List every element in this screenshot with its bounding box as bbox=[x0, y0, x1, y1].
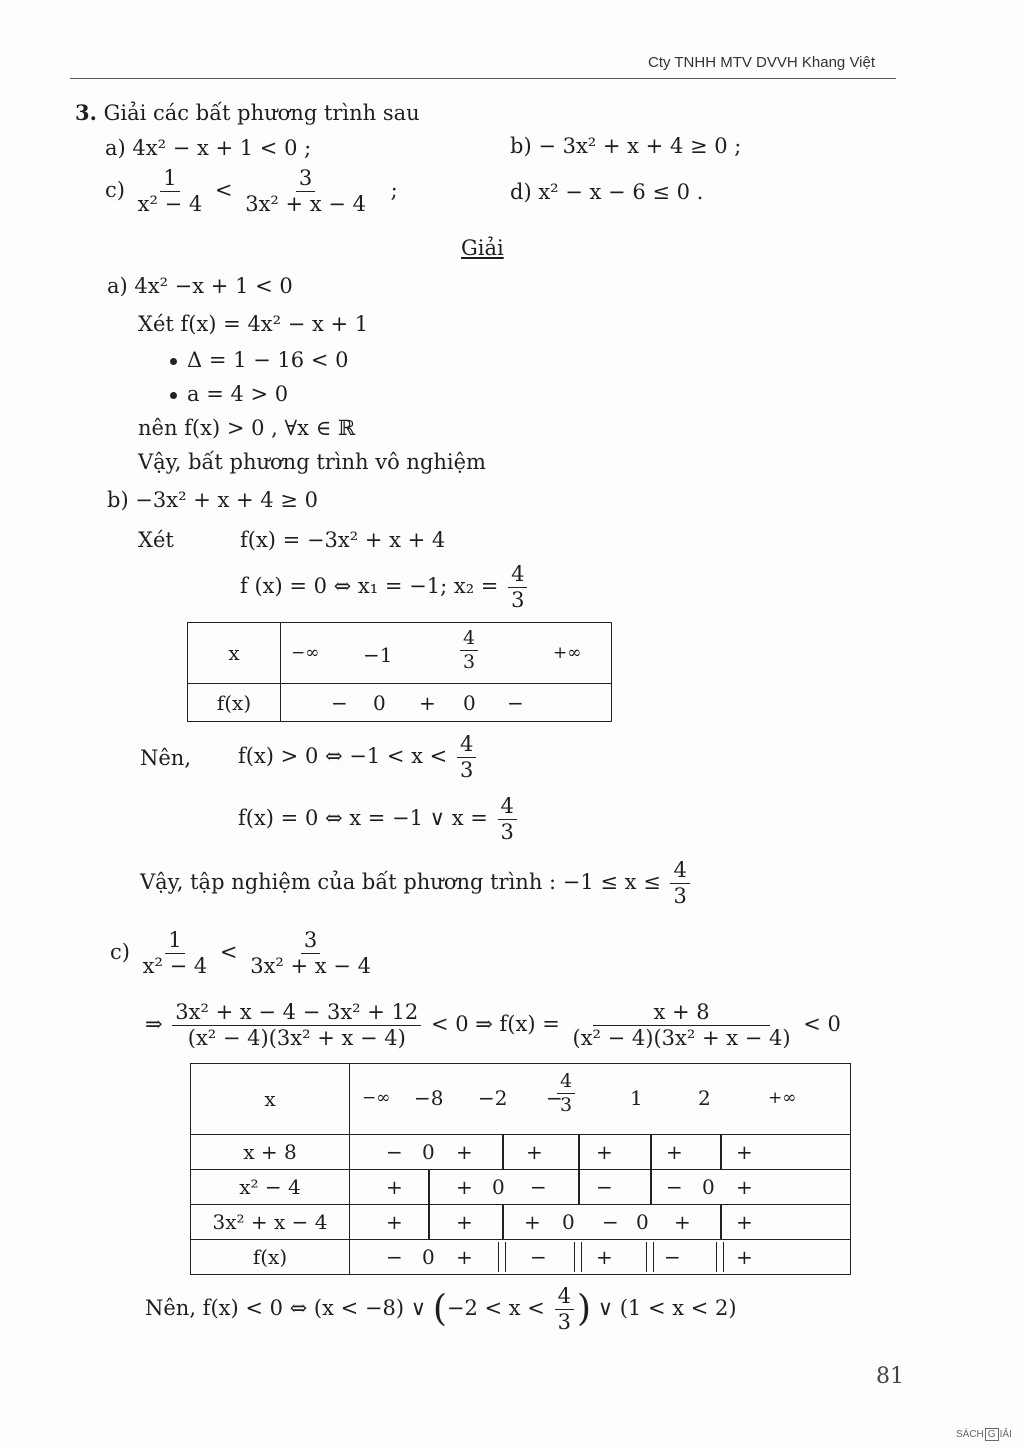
header-rule bbox=[70, 78, 896, 79]
table-b-x-values bbox=[281, 623, 612, 684]
sign: + bbox=[456, 1245, 473, 1269]
bullet-text: a = 4 > 0 bbox=[187, 382, 289, 406]
sign: + bbox=[456, 1175, 473, 1199]
table-c-r3-values bbox=[350, 1205, 851, 1240]
sol-b-res1 bbox=[238, 732, 479, 783]
frac-num: 1 bbox=[165, 928, 184, 954]
sign: + bbox=[526, 1140, 543, 1164]
sign: + bbox=[524, 1210, 541, 1234]
zero: 0 bbox=[422, 1140, 435, 1164]
x-m2: −2 bbox=[478, 1086, 508, 1110]
exercise-d-expr: x² − x − 6 ≤ 0 . bbox=[538, 180, 704, 204]
bullet-text: Δ = 1 − 16 < 0 bbox=[187, 348, 349, 372]
bullet-icon bbox=[170, 392, 177, 399]
sol-b-roots bbox=[240, 562, 530, 613]
undefined-marker bbox=[574, 1242, 582, 1272]
footer-logo bbox=[956, 1428, 1012, 1441]
zero: 0 bbox=[422, 1245, 435, 1269]
res1-text: f(x) > 0 ⇔ −1 < x < bbox=[238, 744, 448, 769]
frac-num: 4 bbox=[460, 627, 478, 651]
divider bbox=[650, 1170, 652, 1204]
sol-c-frac3 bbox=[172, 1000, 421, 1051]
sign: + bbox=[736, 1210, 753, 1234]
page-number: 81 bbox=[876, 1364, 904, 1389]
res1-frac bbox=[457, 732, 476, 783]
frac-den: 3x² + x − 4 bbox=[250, 954, 371, 979]
frac-num: 1 bbox=[160, 166, 179, 192]
exercise-b bbox=[510, 134, 741, 158]
sol-c-line2 bbox=[145, 1000, 841, 1051]
table-c-x-values bbox=[350, 1064, 851, 1135]
res2-frac bbox=[498, 794, 517, 845]
exercise-b-expr: − 3x² + x + 4 ≥ 0 ; bbox=[538, 134, 742, 158]
sol-a-line2: Xét f(x) = 4x² − x + 1 bbox=[138, 312, 369, 336]
divider bbox=[428, 1170, 430, 1204]
zero: 0 bbox=[492, 1175, 505, 1199]
sol-a-bullet2 bbox=[170, 382, 288, 406]
sign: + bbox=[736, 1245, 753, 1269]
table-b-x-label: x bbox=[188, 623, 281, 684]
sol-a-bullet1 bbox=[170, 348, 348, 372]
frac-num: 4 bbox=[457, 732, 476, 758]
sol-b-res2 bbox=[238, 794, 520, 845]
zero: 0 bbox=[373, 691, 386, 715]
implies: ⇒ bbox=[145, 1012, 163, 1037]
divider bbox=[720, 1205, 722, 1239]
frac-num: 4 bbox=[670, 858, 689, 884]
final-prefix: Nên, f(x) < 0 ⇔ (x < −8) ∨ bbox=[145, 1296, 427, 1321]
exercise-c-end: ; bbox=[390, 178, 398, 203]
exercise-c-frac2 bbox=[242, 166, 369, 217]
final-suffix: ∨ (1 < x < 2) bbox=[597, 1296, 737, 1321]
header-company: Cty TNHH MTV DVVH Khang Việt bbox=[648, 54, 876, 71]
sign: − bbox=[596, 1175, 613, 1199]
res2-text: f(x) = 0 ⇔ x = −1 ∨ x = bbox=[238, 806, 488, 831]
sign: + bbox=[386, 1210, 403, 1234]
sign: + bbox=[666, 1140, 683, 1164]
sign: − bbox=[530, 1175, 547, 1199]
x-minus-1: −1 bbox=[363, 643, 393, 667]
sol-c-end: < 0 bbox=[803, 1012, 841, 1037]
frac-num: 4 bbox=[498, 794, 517, 820]
sign: + bbox=[736, 1175, 753, 1199]
x-four-thirds bbox=[554, 1070, 578, 1117]
sign: − bbox=[507, 691, 524, 715]
solution-heading: Giải bbox=[461, 236, 504, 260]
logo-right: IẢI bbox=[999, 1429, 1012, 1440]
frac-den: 3 bbox=[673, 884, 687, 909]
divider bbox=[502, 1135, 504, 1169]
sol-c-line1 bbox=[110, 928, 377, 979]
table-c-r1-values bbox=[350, 1135, 851, 1170]
sol-a-line1: a) 4x² −x + 1 < 0 bbox=[107, 274, 293, 298]
frac-num: 4 bbox=[508, 562, 527, 588]
pos-inf: +∞ bbox=[768, 1088, 797, 1108]
conclusion-text: Vậy, tập nghiệm của bất phương trình : −1 ≤ x ≤ bbox=[140, 870, 661, 895]
table-c-r1-label: x + 8 bbox=[191, 1135, 350, 1170]
roots-frac bbox=[508, 562, 527, 613]
table-b-fx-label: f(x) bbox=[188, 684, 281, 722]
frac-den: (x² − 4)(3x² + x − 4) bbox=[572, 1026, 791, 1051]
sol-c-lt: < bbox=[219, 940, 238, 965]
undefined-marker bbox=[716, 1242, 724, 1272]
frac-den: 3 bbox=[511, 588, 525, 613]
sol-b-line1: b) −3x² + x + 4 ≥ 0 bbox=[107, 488, 318, 512]
frac-den: (x² − 4)(3x² + x − 4) bbox=[187, 1026, 406, 1051]
x-2: 2 bbox=[698, 1086, 711, 1110]
logo-left: SÁCH bbox=[956, 1429, 984, 1440]
exercise-d-label: d) bbox=[510, 180, 532, 204]
sign: + bbox=[736, 1140, 753, 1164]
divider bbox=[428, 1205, 430, 1239]
frac-den: 3 bbox=[500, 820, 514, 845]
table-c-r4-values bbox=[350, 1240, 851, 1275]
sol-b-conclusion bbox=[140, 858, 693, 909]
neg-inf: −∞ bbox=[291, 643, 320, 663]
divider bbox=[578, 1170, 580, 1204]
sol-c-label: c) bbox=[110, 940, 130, 965]
exercise-b-label: b) bbox=[510, 134, 532, 158]
table-c-r4-label: f(x) bbox=[191, 1240, 350, 1275]
divider bbox=[720, 1135, 722, 1169]
exercise-d bbox=[510, 180, 703, 204]
zero: 0 bbox=[702, 1175, 715, 1199]
frac-num: 3x² + x − 4 − 3x² + 12 bbox=[172, 1000, 421, 1026]
frac-den: 3 bbox=[463, 650, 476, 673]
sign: + bbox=[596, 1245, 613, 1269]
conclusion-frac bbox=[670, 858, 689, 909]
sol-a-line3: nên f(x) > 0 , ∀x ∈ ℝ bbox=[138, 416, 356, 440]
frac-den: x² − 4 bbox=[142, 954, 208, 979]
divider bbox=[650, 1135, 652, 1169]
x-1: 1 bbox=[630, 1086, 643, 1110]
sign: − bbox=[331, 691, 348, 715]
exercise-c-frac1 bbox=[135, 166, 206, 217]
zero: 0 bbox=[636, 1210, 649, 1234]
table-c-r2-values bbox=[350, 1170, 851, 1205]
exercise-a-label: a) bbox=[105, 136, 126, 160]
final-mid: −2 < x < bbox=[446, 1296, 545, 1321]
frac-num: 3 bbox=[296, 166, 315, 192]
exercise-c bbox=[105, 166, 398, 217]
frac-den: 3 bbox=[459, 758, 474, 783]
final-frac bbox=[555, 1284, 574, 1335]
exercise-a-expr: 4x² − x + 1 < 0 ; bbox=[132, 136, 312, 160]
frac-den: x² − 4 bbox=[137, 192, 203, 217]
frac-den: 3 bbox=[560, 1093, 573, 1116]
paren-close: ) bbox=[576, 1288, 591, 1330]
sign: − bbox=[386, 1140, 403, 1164]
frac-num: 4 bbox=[555, 1284, 574, 1310]
frac-den: 3x² + x − 4 bbox=[245, 192, 366, 217]
divider bbox=[578, 1135, 580, 1169]
roots-text: f (x) = 0 ⇔ x₁ = −1; x₂ = bbox=[240, 574, 499, 599]
sol-c-frac4 bbox=[570, 1000, 794, 1051]
sign-table-c bbox=[190, 1063, 851, 1275]
sol-a-line4: Vậy, bất phương trình vô nghiệm bbox=[138, 450, 486, 474]
sign: − bbox=[386, 1245, 403, 1269]
sol-c-frac1 bbox=[140, 928, 211, 979]
x-m8: −8 bbox=[414, 1086, 444, 1110]
exercise-number: 3. bbox=[75, 100, 97, 125]
sol-c-mid: < 0 ⇒ f(x) = bbox=[430, 1012, 560, 1037]
exercise-title bbox=[75, 100, 420, 125]
sign: + bbox=[674, 1210, 691, 1234]
divider bbox=[502, 1205, 504, 1239]
sign: + bbox=[419, 691, 436, 715]
exercise-a bbox=[105, 136, 311, 160]
sol-b-xet: Xét bbox=[138, 528, 174, 552]
neg-inf: −∞ bbox=[362, 1088, 391, 1108]
exercise-title-text: Giải các bất phương trình sau bbox=[103, 101, 420, 125]
sign: + bbox=[456, 1140, 473, 1164]
zero: 0 bbox=[463, 691, 476, 715]
x-minus-sign: − bbox=[546, 1086, 563, 1110]
undefined-marker bbox=[646, 1242, 654, 1272]
sol-c-final bbox=[145, 1284, 737, 1335]
exercise-c-lt: < bbox=[214, 178, 233, 203]
table-c-x-label: x bbox=[191, 1064, 350, 1135]
sign: + bbox=[386, 1175, 403, 1199]
bullet-icon bbox=[170, 358, 177, 365]
pos-inf: +∞ bbox=[553, 643, 582, 663]
sign-table-b bbox=[187, 622, 612, 722]
sign: − bbox=[666, 1175, 683, 1199]
sign: − bbox=[530, 1245, 547, 1269]
sign: + bbox=[596, 1140, 613, 1164]
frac-num: x + 8 bbox=[593, 1000, 769, 1026]
sign: − bbox=[602, 1210, 619, 1234]
paren-open: ( bbox=[432, 1288, 447, 1330]
table-c-r2-label: x² − 4 bbox=[191, 1170, 350, 1205]
frac-num: 4 bbox=[557, 1070, 575, 1094]
zero: 0 bbox=[562, 1210, 575, 1234]
exercise-c-label: c) bbox=[105, 178, 125, 203]
x-four-thirds bbox=[457, 627, 481, 674]
sol-b-fx: f(x) = −3x² + x + 4 bbox=[240, 528, 446, 552]
sol-b-nen: Nên, bbox=[140, 746, 192, 770]
sign: + bbox=[456, 1210, 473, 1234]
logo-box: G bbox=[985, 1428, 999, 1441]
sign: − bbox=[664, 1245, 681, 1269]
table-c-r3-label: 3x² + x − 4 bbox=[191, 1205, 350, 1240]
undefined-marker bbox=[498, 1242, 506, 1272]
frac-den: 3 bbox=[557, 1310, 571, 1335]
sol-c-frac2 bbox=[247, 928, 374, 979]
table-b-fx-values bbox=[281, 684, 612, 722]
frac-num: 3 bbox=[301, 928, 320, 954]
